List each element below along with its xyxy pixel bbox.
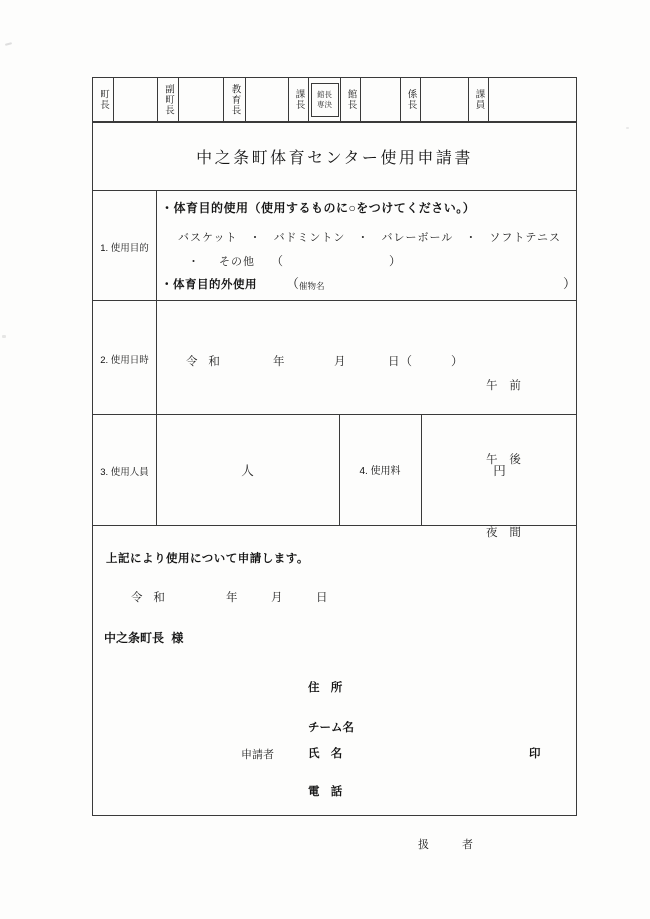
non-sports-use-label: ・体育目的外使用 [161,279,257,291]
row-label-people: 3. 使用人員 [100,467,149,478]
approval-stamp-strip [92,77,577,122]
stamp-label-subsection-chief-text: 係長 [405,89,417,110]
name-label: 氏 名 [308,748,343,760]
other-paren-open: （ [271,254,284,268]
application-era-label: 令 和 [131,592,165,604]
stamp-box-subsection-chief [421,78,469,121]
application-statement: 上記により使用について申請します。 [106,553,309,565]
weekday-paren-close: ） [451,354,464,368]
event-name-label: 催物名 [299,281,325,291]
era-label: 令 和 [186,356,220,368]
other-option-label: その他 [219,256,255,268]
director-decision-box [311,83,339,117]
seal-label: 印 [529,748,541,760]
fee-unit: 円 [493,463,506,478]
scan-artifact [2,335,6,338]
application-month-label: 月 [271,592,283,604]
stamp-label-section-chief [289,78,309,121]
handler-label: 扱 者 [418,839,474,851]
fee-label-cell [339,414,421,525]
separator-dot: ・ [357,232,370,244]
other-paren-close: ） [389,254,402,268]
separator-dot: ・ [249,232,262,244]
purpose-heading: ・体育目的使用（使用するものに○をつけてください。） [161,201,476,215]
scan-artifact [626,127,629,129]
stamp-label-mayor [93,78,114,121]
sports-options-line [178,229,561,245]
stamp-label-deputy-mayor-text: 副町長 [163,83,174,116]
divider [93,300,576,301]
stamp-label-education-director [224,78,246,121]
stamp-label-staff-text: 課員 [473,89,485,110]
stamp-label-deputy-mayor [158,78,179,121]
stamp-label-education-director-text: 教育長 [229,83,241,116]
applicant-label: 申請者 [241,749,274,761]
team-name-label: チーム名 [308,722,354,734]
phone-label: 電 話 [308,786,343,798]
fee-amount-cell [421,414,578,525]
address-label: 住 所 [308,682,343,694]
stamp-box-education-director [246,78,289,121]
period-afternoon: 午 後 [486,453,521,466]
director-decision-line2: 専決 [317,99,332,109]
people-count-cell [156,414,339,525]
people-unit: 人 [241,463,254,478]
separator-dot: ・ [465,232,478,244]
stamp-label-subsection-chief [401,78,421,121]
stamp-box-deputy-mayor [179,78,224,121]
sport-option-volleyball: バレーボール [381,232,454,244]
stamp-box-staff [489,78,576,121]
stamp-label-staff [469,78,489,121]
event-paren-close: ） [563,276,577,291]
stamp-label-mayor-text: 町長 [98,89,109,110]
period-night: 夜 間 [486,527,521,539]
divider [93,190,576,191]
period-morning: 午 前 [486,380,521,392]
director-decision-cell [309,78,341,121]
row-label-datetime: 2. 使用日時 [100,355,149,366]
application-day-label: 日 [316,592,328,604]
sport-option-basketball: バスケット [178,232,238,244]
event-paren-open: （ [286,276,300,291]
weekday-paren-open: （ [400,354,413,368]
year-label: 年 [273,356,285,368]
sport-option-badminton: バドミントン [273,232,346,244]
stamp-box-director [361,78,401,121]
stamp-label-section-chief-text: 課長 [293,89,305,110]
other-bullet: ・ [188,256,199,268]
month-label: 月 [334,356,346,368]
sport-option-softtennis: ソフトテニス [489,232,561,244]
stamp-label-director [341,78,361,121]
scan-artifact [5,42,12,46]
application-year-label: 年 [226,592,238,604]
day-label: 日 [388,356,400,368]
application-form-table [92,122,577,816]
stamp-label-director-text: 館長 [345,89,357,110]
director-decision-line1: 館長 [317,90,332,99]
row-label-fee: 4. 使用料 [359,466,401,477]
form-title: 中之条町体育センター使用申請書 [196,150,473,167]
row-label-purpose: 1. 使用目的 [100,243,149,254]
addressee-label: 中之条町長 様 [104,631,184,645]
stamp-box-mayor [114,78,158,121]
form-title-row [93,123,576,190]
